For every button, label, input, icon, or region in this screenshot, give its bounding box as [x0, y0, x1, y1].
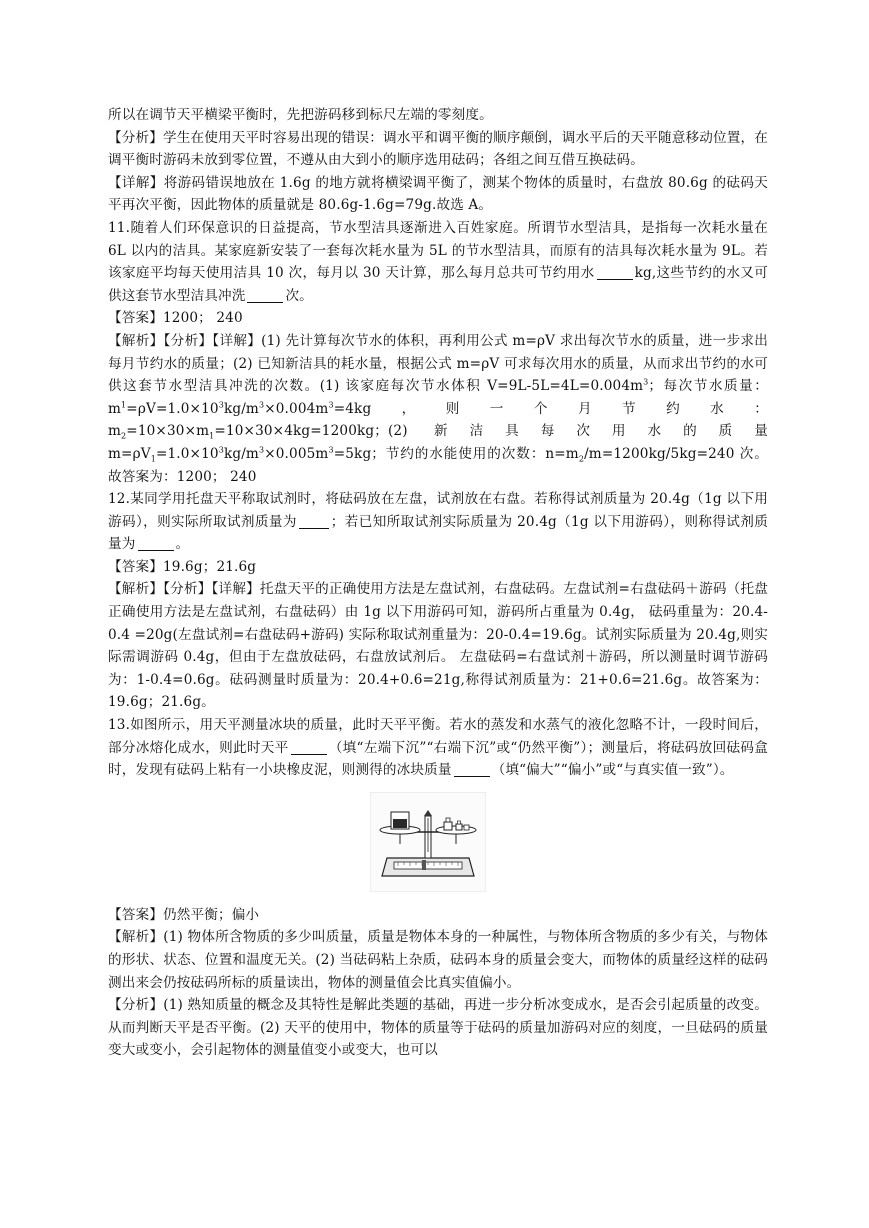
weight-small-knob [458, 821, 461, 824]
paragraph-continuation: 所以在调节天平横梁平衡时，先把游码移到标尺左端的零刻度。 [108, 107, 493, 123]
exp11-part-a: 【解析】【分析】【详解】(1) 先计算每次节水的体积，再利用公式 m=ρV 求出每次节水的质量，进一步求出每月节约水的质量；(2) 已知新洁具的耗水量，根据公式 m=ρV 可求每次用水的质量，从而求出节约的水可供这套节水型洁具冲洗的次数。(1) 该家庭每次节水体积 V=9L-5L=4L=0.004m [108, 332, 768, 395]
exp11-sub-4: 2 [578, 454, 585, 464]
exp11-sup-6: 3 [218, 445, 224, 455]
exp11-sup-5: 3 [328, 400, 334, 410]
exp11-sup-3: 3 [218, 400, 224, 410]
answer-11: 【答案】1200； 240 [108, 310, 243, 327]
exp11-part-i: =1.0×10 [155, 445, 219, 462]
exp11-part-l: =5kg；节约的水能使用的次数：n=m [333, 445, 579, 462]
exp11-part-m: /m=1200kg/5kg=240 次。故答案为：1200； 240 [108, 445, 768, 485]
explanation-11 [108, 330, 768, 488]
answer-13: 【答案】仍然平衡；偏小 [108, 906, 260, 923]
weight-small [456, 824, 462, 830]
question-11 [108, 217, 768, 307]
exp11-part-c: =ρV=1.0×10 [126, 400, 219, 417]
exp11-sup-1: 3 [643, 377, 649, 387]
question-13-text-a: 13.如图所示，用天平测量冰块的质量，此时天平平衡。若水的蒸发和水蒸气的液化忽略不计，一段时间后，部分冰熔化成水，则此时天平 [108, 717, 768, 756]
answer-blank-1 [597, 263, 633, 280]
answer-blank-6 [454, 760, 490, 777]
analysis-13: 【分析】(1) 熟知质量的概念及其特性是解此类题的基础，再进一步分析冰变成水，是否会引起质量的改变。从而判断天平是否平衡。(2) 天平的使用中，物体的质量等于砝码的质量加游码对应的刻度，一旦砝码的质量变大或变小，会引起物体的测量值变小或变大，也可以 [108, 997, 768, 1059]
exp11-sub-2: 1 [209, 432, 215, 442]
answer-blank-5 [291, 738, 327, 755]
exp11-part-k: ×0.005m [264, 445, 329, 462]
balance-scale-figure [370, 792, 486, 892]
explanation-13: 【解析】(1) 物体所含物质的多少叫质量，质量是物体本身的一种属性，与物体所含物质的多少有关，与物体的形状、状态、位置和温度无关。(2) 当砝码粘上杂质，砝码本身的质量会变大，而物体的质量经这样的砝码测出来会仍按砝码所标的质量读出，物体的测量值会比真实值偏小。 [108, 929, 768, 991]
exp11-part-h: =10×30×4kg=1200kg；(2) 新洁具每次用水的质量 m=ρV [108, 423, 768, 462]
paragraph-analysis: 【分析】学生在使用天平时容易出现的错误：调水平和调平衡的顺序颠倒，调水平后的天平随意移动位置，在调平衡时游码未放到零位置，不遵从由大到小的顺序选用砝码；各组之间互借互换砝码。 [108, 129, 768, 169]
exp11-sup-2: 1 [121, 400, 127, 410]
exp11-part-d: kg/m [223, 400, 259, 417]
question-13-text-c: （填“偏大”“偏小”或“与真实值一致”）。 [491, 762, 734, 779]
answer-blank-4 [138, 534, 174, 551]
question-12-text-b: ；若已知所取试剂实际质量为 20.4g（1g 以下用游码），则称得试剂质量为 [108, 513, 768, 553]
question-11-text-a: 11.随着人们环保意识的日益提高，节水型洁具逐渐进入百姓家庭。所谓节水型洁具，是指每一次耗水量在 6L 以内的洁具。某家庭新安装了一套每次耗水量为 5L 的节水型洁具，而原有的洁具每次耗水量为 9L。若该家庭平均每天使用洁具 10 次，每月以 30 天计算，那么每月总共可节约用水 [108, 219, 768, 282]
exp11-part-e: ×0.004m [264, 400, 329, 417]
exp11-sub-1: 2 [121, 432, 127, 442]
question-12-text-a: 12.某同学用托盘天平称取试剂时，将砝码放在左盘，试剂放在右盘。若称得试剂质量为 20.4g（1g 以下用游码），则实际所取试剂质量为 [108, 491, 768, 530]
answer-blank-2 [247, 286, 283, 303]
weight-tiny [464, 825, 469, 830]
weight-large-knob [446, 818, 450, 822]
exp11-part-j: kg/m [223, 445, 259, 462]
exp11-part-b: ；每次节水质量：m [108, 378, 768, 417]
question-11-text-c: 次。 [285, 287, 313, 304]
figure-container [108, 788, 768, 900]
question-11-text-b: kg,这些节约的水又可供这套节水型洁具冲洗 [108, 265, 768, 304]
exp11-sup-4: 3 [258, 400, 265, 410]
question-12 [108, 488, 768, 556]
answer-blank-3 [299, 512, 329, 529]
exp11-sup-7: 3 [258, 445, 265, 455]
exp11-part-g: =10×30×m [126, 423, 210, 440]
answer-12: 【答案】19.6g；21.6g [108, 558, 257, 575]
text-column [108, 104, 768, 1062]
rider-weight [422, 860, 426, 870]
question-13 [108, 714, 768, 782]
exp11-sub-3: 1 [150, 454, 156, 464]
explanation-12: 【解析】【分析】【详解】托盘天平的正确使用方法是左盘试剂，右盘砝码。左盘试剂=右盘砝码＋游码（托盘正确使用方法是左盘试剂，右盘砝码）由 1g 以下用游码可知，游码所占重量为 0.4g， 砝码重量为：20.4-0.4 =20g(左盘试剂=右盘砝码+游码) 实际称取试剂重量为：20-0.4=19.6g。试剂实际质量为 20.4g,则实际需调游码 0.4g，但由于左盘放砝码，右盘放试剂后。 左盘砝码=右盘试剂＋游码，所以测量时调节游码为：1-0.4=0.6g。砝码测量时质量为：20.4+0.6=21g,称得试剂质量为：21+0.6=21.6g。故答案为：19.6g；21.6g。 [108, 581, 768, 711]
ice-block [393, 819, 407, 828]
question-12-text-c: 。 [175, 536, 190, 553]
exp11-sup-8: 3 [328, 445, 334, 455]
paragraph-detail: 【详解】将游码错误地放在 1.6g 的地方就将横梁调平衡了，测某个物体的质量时，右盘放 80.6g 的砝码天平再次平衡，因此物体的质量就是 80.6g-1.6g=79g.故选 A。 [108, 174, 768, 214]
exp11-part-f: =4kg，则一个月节约水：m [108, 400, 768, 440]
weight-large [444, 822, 452, 830]
question-13-text-b: （填“左端下沉”“右端下沉”或“仍然平衡”）；测量后，将砝码放回砝码盒时，发现有砝码上粘有一小块橡皮泥，则测得的冰块质量 [108, 739, 768, 779]
